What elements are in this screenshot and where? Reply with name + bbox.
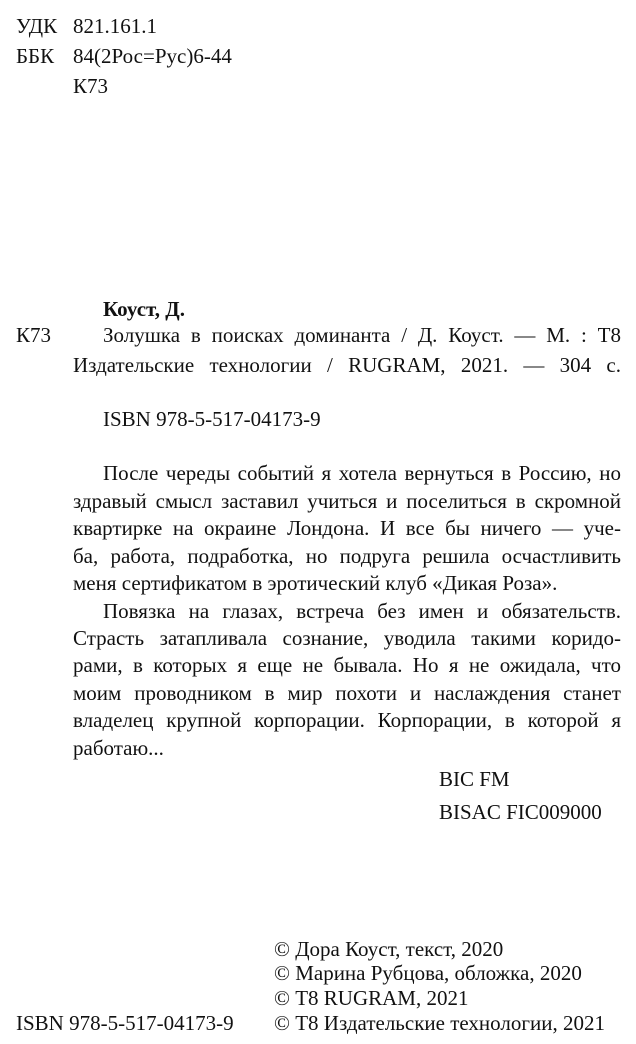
annotation-line: здравый смысл заставил учиться и поселиться в скромной xyxy=(73,489,621,513)
bbk-label: ББК xyxy=(16,44,55,68)
annotation-line: моим проводником в мир похоти и наслаждения станет xyxy=(73,681,621,705)
annotation-line: владелец крупной корпорации. Корпорации, в которой я xyxy=(73,708,621,732)
copyright-line: © Дора Коуст, текст, 2020 xyxy=(274,937,504,961)
bic-code: BIC FM xyxy=(439,767,510,791)
author-mark: К73 xyxy=(73,74,109,98)
copyright-line: © Марина Рубцова, обложка, 2020 xyxy=(274,961,582,985)
copyright-line: © Т8 Издательские технологии, 2021 xyxy=(274,1011,605,1035)
annotation-line: работаю... xyxy=(73,736,164,760)
annotation-line: Страсть затапливала сознание, уводила такими коридо- xyxy=(73,626,621,650)
annotation-line: меня сертификатом в эротический клуб «Дикая Роза». xyxy=(73,571,558,595)
bbk-value: 84(2Рос=Рус)6-44 xyxy=(73,44,232,68)
card-title-line: Золушка в поисках доминанта / Д. Коуст. — М. : Т8 xyxy=(103,323,621,347)
card-isbn: ISBN 978-5-517-04173-9 xyxy=(103,407,321,431)
annotation-line: рами, в которых я еще не бывала. Но я не ожидала, что xyxy=(73,653,621,677)
card-imprint-line: Издательские технологии / RUGRAM, 2021. — 304 с. xyxy=(73,353,621,377)
annotation-line: квартирке на окраине Лондона. И все бы ничего — уче- xyxy=(73,516,621,540)
udk-value: 821.161.1 xyxy=(73,14,157,38)
udk-label: УДК xyxy=(16,14,58,38)
copyright-line: © Т8 RUGRAM, 2021 xyxy=(274,986,469,1010)
author-heading: Коуст, Д. xyxy=(103,297,185,321)
footer-isbn: ISBN 978-5-517-04173-9 xyxy=(16,1011,234,1035)
annotation-line: Повязка на глазах, встреча без имен и обязательств. xyxy=(103,599,621,623)
bisac-code: BISAC FIC009000 xyxy=(439,800,602,824)
card-author-mark: К73 xyxy=(16,323,52,347)
annotation-line: ба, работа, подработка, но подруга решила осчастливить xyxy=(73,544,621,568)
annotation-line: После череды событий я хотела вернуться в Россию, но xyxy=(103,461,621,485)
